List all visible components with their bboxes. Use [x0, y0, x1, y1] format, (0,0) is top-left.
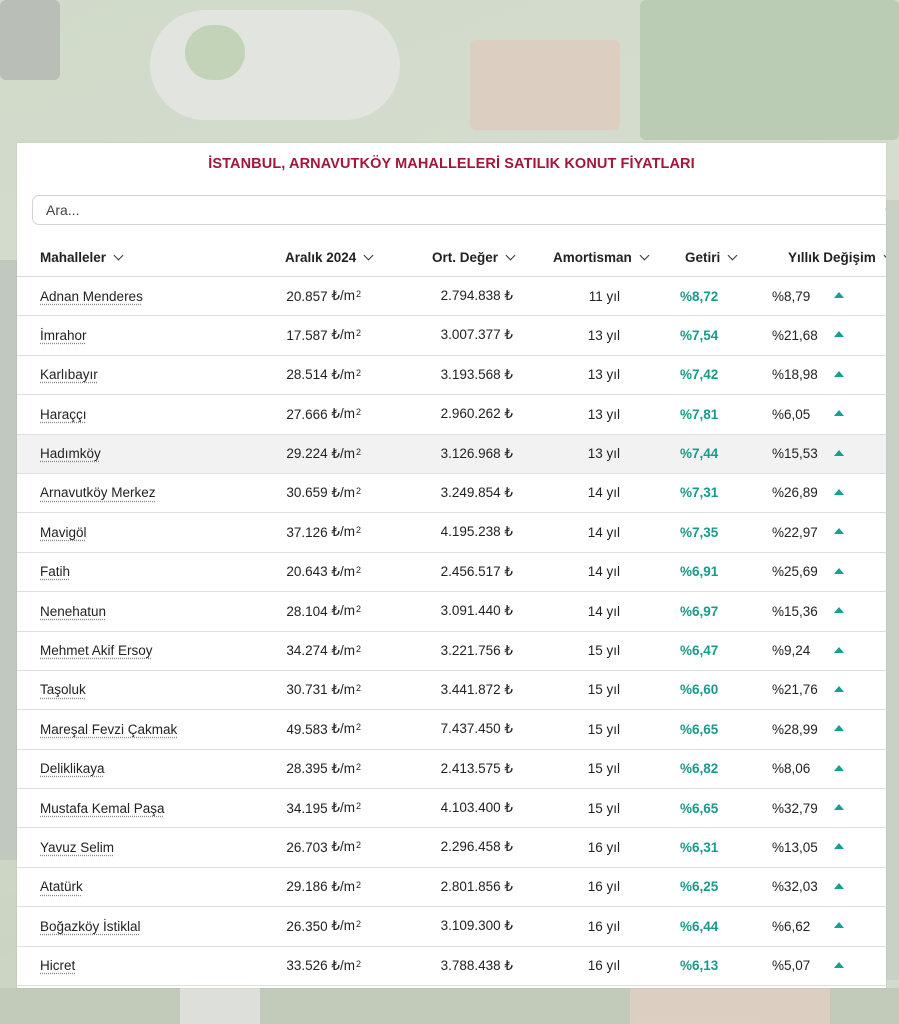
- price-unit: ₺/m: [327, 721, 355, 737]
- annual-change: %26,89: [772, 485, 818, 501]
- avg-value: 3.249.854 ₺: [440, 484, 513, 500]
- price-unit: ₺/m: [327, 366, 355, 382]
- amortization: 15 yıl: [587, 800, 620, 816]
- price-unit-exponent: 2: [355, 564, 361, 575]
- neighborhood-link[interactable]: Hicret: [40, 958, 76, 974]
- yield: %7,35: [680, 524, 719, 540]
- table-row: [17, 277, 886, 316]
- price-per-m2: [286, 789, 361, 827]
- price-per-m2: [286, 592, 361, 630]
- avg-value: 3.193.568 ₺: [440, 366, 513, 382]
- amortization: 16 yıl: [587, 879, 620, 895]
- trend-up-icon: [834, 450, 844, 456]
- table-row: [17, 632, 886, 671]
- price-per-m2: [286, 513, 361, 551]
- sort-yield-button[interactable]: [685, 239, 736, 276]
- price-unit-exponent: 2: [355, 289, 361, 299]
- chevron-down-icon: [364, 251, 374, 261]
- price-unit: ₺/m: [327, 957, 355, 973]
- price-unit: ₺/m: [327, 327, 355, 343]
- price-value: 20.857: [286, 288, 328, 304]
- price-unit-exponent: 2: [355, 446, 361, 457]
- price-unit: ₺/m: [327, 484, 355, 500]
- annual-change: %21,76: [772, 682, 818, 698]
- price-table-card: [17, 143, 886, 988]
- amortization: 11 yıl: [588, 288, 620, 304]
- neighborhood-link[interactable]: Hadımköy: [40, 446, 101, 462]
- avg-value: 3.091.440 ₺: [440, 603, 513, 619]
- yield: %6,65: [680, 721, 719, 737]
- amortization: 15 yıl: [587, 682, 620, 698]
- price-unit: ₺/m: [327, 760, 355, 776]
- table-row: [17, 750, 886, 789]
- price-unit-exponent: 2: [355, 328, 361, 339]
- table-row: [17, 671, 886, 710]
- table-row: [17, 395, 886, 434]
- amortization: 16 yıl: [587, 839, 620, 855]
- table-row: [17, 592, 886, 631]
- price-value: 33.526: [286, 958, 328, 974]
- price-value: 17.587: [286, 327, 328, 343]
- yield: %6,47: [680, 643, 719, 659]
- neighborhood-link[interactable]: Haraççı: [40, 406, 87, 422]
- annual-change: %21,68: [772, 327, 818, 343]
- column-label: Aralık 2024: [285, 250, 357, 265]
- price-per-m2: [286, 632, 361, 670]
- yield: %6,82: [680, 761, 719, 777]
- price-value: 34.195: [286, 800, 328, 816]
- yield: %7,44: [680, 446, 719, 462]
- neighborhood-link[interactable]: Nenehatun: [40, 603, 107, 619]
- yield: %6,44: [680, 918, 719, 934]
- annual-change: %32,79: [772, 800, 818, 816]
- table-row: [17, 474, 886, 513]
- price-value: 26.350: [286, 918, 328, 934]
- price-per-m2: [286, 671, 361, 709]
- avg-value: 3.221.756 ₺: [440, 642, 513, 658]
- price-value: 28.104: [286, 603, 328, 619]
- price-per-m2: [286, 750, 361, 788]
- column-label: Amortisman: [553, 250, 632, 265]
- trend-up-icon: [834, 331, 844, 337]
- price-unit: ₺/m: [327, 603, 355, 619]
- yield: %7,42: [680, 367, 719, 383]
- amortization: 15 yıl: [587, 761, 620, 777]
- amortization: 13 yıl: [587, 446, 620, 462]
- price-unit-exponent: 2: [355, 919, 361, 930]
- chevron-down-icon: [506, 251, 516, 261]
- amortization: 13 yıl: [587, 406, 620, 422]
- price-unit: ₺/m: [327, 839, 355, 855]
- price-unit: ₺/m: [327, 445, 355, 461]
- avg-value: 4.195.238 ₺: [440, 524, 513, 540]
- table-row: [17, 710, 886, 749]
- price-value: 20.643: [286, 564, 328, 580]
- price-value: 49.583: [286, 721, 328, 737]
- table-row: [17, 356, 886, 395]
- price-unit: ₺/m: [327, 524, 355, 540]
- table-header: [17, 239, 886, 277]
- yield: %6,25: [680, 879, 719, 895]
- yield: %7,31: [680, 485, 719, 501]
- annual-change: %18,98: [772, 367, 818, 383]
- amortization: 15 yıl: [587, 643, 620, 659]
- price-unit-exponent: 2: [355, 367, 361, 378]
- neighborhood-link[interactable]: Boğazköy İstiklal: [40, 918, 141, 934]
- search-box[interactable]: [32, 195, 886, 225]
- trend-up-icon: [834, 686, 844, 692]
- chevron-down-icon: [883, 251, 886, 261]
- price-unit: ₺/m: [327, 406, 355, 422]
- annual-change: %8,79: [772, 288, 811, 304]
- trend-up-icon: [834, 489, 844, 495]
- neighborhood-link[interactable]: Atatürk: [40, 879, 83, 895]
- avg-value: 4.103.400 ₺: [440, 800, 513, 816]
- price-unit-exponent: 2: [355, 643, 361, 654]
- price-unit-exponent: 2: [355, 604, 361, 615]
- neighborhood-link[interactable]: Mavigöl: [40, 524, 87, 540]
- search-input[interactable]: [46, 202, 886, 218]
- price-unit-exponent: 2: [355, 485, 361, 496]
- trend-up-icon: [834, 765, 844, 771]
- table-row: [17, 435, 886, 474]
- neighborhood-link[interactable]: Arnavutköy Merkez: [40, 485, 156, 501]
- chevron-down-icon: [728, 251, 738, 261]
- annual-change: %9,24: [772, 643, 811, 659]
- avg-value: 7.437.450 ₺: [440, 721, 513, 737]
- price-unit-exponent: 2: [355, 958, 361, 969]
- table-row: [17, 947, 886, 986]
- price-unit: ₺/m: [327, 563, 355, 579]
- table-body: [17, 277, 886, 986]
- price-per-m2: [286, 316, 361, 354]
- neighborhood-link[interactable]: Deliklikaya: [40, 761, 105, 777]
- yield: %6,97: [680, 603, 719, 619]
- price-value: 30.659: [286, 485, 328, 501]
- price-per-m2: [286, 828, 361, 866]
- trend-up-icon: [834, 607, 844, 613]
- price-unit-exponent: 2: [355, 761, 361, 772]
- annual-change: %22,97: [772, 524, 818, 540]
- annual-change: %28,99: [772, 721, 818, 737]
- annual-change: %25,69: [772, 564, 818, 580]
- table-row: [17, 828, 886, 867]
- price-value: 28.395: [286, 761, 328, 777]
- price-unit-exponent: 2: [355, 801, 361, 812]
- trend-up-icon: [834, 922, 844, 928]
- table-row: [17, 553, 886, 592]
- yield: %6,31: [680, 839, 719, 855]
- annual-change: %6,05: [772, 406, 811, 422]
- annual-change: %15,53: [772, 446, 818, 462]
- price-per-m2: [286, 356, 361, 394]
- chevron-down-icon: [114, 251, 124, 261]
- trend-up-icon: [834, 843, 844, 849]
- yield: %7,54: [680, 327, 719, 343]
- yield: %6,65: [680, 800, 719, 816]
- neighborhood-link[interactable]: Taşoluk: [40, 682, 86, 698]
- neighborhood-link[interactable]: Adnan Menderes: [40, 288, 143, 304]
- table-row: [17, 789, 886, 828]
- price-per-m2: [286, 474, 361, 512]
- table-row: [17, 513, 886, 552]
- price-unit-exponent: 2: [355, 525, 361, 536]
- avg-value: 2.456.517 ₺: [440, 563, 513, 579]
- trend-up-icon: [834, 647, 844, 653]
- amortization: 14 yıl: [587, 524, 620, 540]
- trend-up-icon: [834, 568, 844, 574]
- price-value: 34.274: [286, 643, 328, 659]
- yield: %6,13: [680, 958, 719, 974]
- column-label: Ort. Değer: [432, 250, 499, 265]
- avg-value: 2.960.262 ₺: [440, 406, 513, 422]
- amortization: 16 yıl: [587, 958, 620, 974]
- price-value: 27.666: [286, 406, 328, 422]
- price-unit: ₺/m: [327, 288, 355, 303]
- avg-value: 2.794.838 ₺: [440, 288, 513, 303]
- sort-annual-change-button[interactable]: [788, 239, 886, 276]
- avg-value: 3.109.300 ₺: [440, 918, 513, 934]
- sort-neighborhood-button[interactable]: [40, 239, 122, 276]
- annual-change: %8,06: [772, 761, 811, 777]
- neighborhood-link[interactable]: Mustafa Kemal Paşa: [40, 800, 165, 816]
- price-value: 28.514: [286, 367, 328, 383]
- avg-value: 3.126.968 ₺: [440, 445, 513, 461]
- price-unit: ₺/m: [327, 642, 355, 658]
- price-per-m2: [286, 868, 361, 906]
- amortization: 15 yıl: [587, 721, 620, 737]
- price-per-m2: [286, 553, 361, 591]
- avg-value: 3.788.438 ₺: [440, 957, 513, 973]
- price-value: 29.224: [286, 446, 328, 462]
- amortization: 14 yıl: [587, 564, 620, 580]
- neighborhood-link[interactable]: İmrahor: [40, 327, 87, 343]
- annual-change: %13,05: [772, 839, 818, 855]
- price-value: 37.126: [286, 524, 328, 540]
- price-unit-exponent: 2: [355, 722, 361, 733]
- avg-value: 2.413.575 ₺: [440, 760, 513, 776]
- price-per-m2: [286, 710, 361, 748]
- search-icon[interactable]: [885, 202, 886, 220]
- table-row: [17, 868, 886, 907]
- yield: %6,60: [680, 682, 719, 698]
- yield: %8,72: [680, 288, 719, 304]
- table-row: [17, 907, 886, 946]
- trend-up-icon: [834, 804, 844, 810]
- price-value: 26.703: [286, 839, 328, 855]
- price-unit-exponent: 2: [355, 407, 361, 418]
- trend-up-icon: [834, 725, 844, 731]
- trend-up-icon: [834, 528, 844, 534]
- yield: %6,91: [680, 564, 719, 580]
- column-label: Mahalleler: [40, 250, 107, 265]
- price-unit-exponent: 2: [355, 879, 361, 890]
- price-unit-exponent: 2: [355, 840, 361, 851]
- avg-value: 2.801.856 ₺: [440, 878, 513, 894]
- price-per-m2: [286, 947, 361, 985]
- avg-value: 3.007.377 ₺: [440, 327, 513, 343]
- neighborhood-link[interactable]: Fatih: [40, 564, 71, 580]
- yield: %7,81: [680, 406, 719, 422]
- annual-change: %15,36: [772, 603, 818, 619]
- price-unit: ₺/m: [327, 681, 355, 697]
- amortization: 13 yıl: [587, 367, 620, 383]
- amortization: 14 yıl: [587, 603, 620, 619]
- trend-up-icon: [834, 371, 844, 377]
- price-value: 29.186: [286, 879, 328, 895]
- column-label: Getiri: [685, 250, 721, 265]
- price-per-m2: [286, 435, 361, 473]
- price-per-m2: [286, 395, 361, 433]
- annual-change: %6,62: [772, 918, 811, 934]
- neighborhood-link[interactable]: Mareşal Fevzi Çakmak: [40, 721, 178, 737]
- neighborhood-link[interactable]: Karlıbayır: [40, 367, 98, 383]
- annual-change: %5,07: [772, 958, 811, 974]
- price-unit: ₺/m: [327, 878, 355, 894]
- avg-value: 2.296.458 ₺: [440, 839, 513, 855]
- price-per-m2: [286, 907, 361, 945]
- trend-up-icon: [834, 962, 844, 968]
- price-unit-exponent: 2: [355, 682, 361, 693]
- trend-up-icon: [834, 410, 844, 416]
- amortization: 14 yıl: [587, 485, 620, 501]
- neighborhood-link[interactable]: Yavuz Selim: [40, 839, 115, 855]
- trend-up-icon: [834, 883, 844, 889]
- sort-avg-value-button[interactable]: [432, 239, 514, 276]
- chevron-down-icon: [639, 251, 649, 261]
- amortization: 13 yıl: [587, 327, 620, 343]
- price-unit: ₺/m: [327, 918, 355, 934]
- price-per-m2: [286, 277, 361, 315]
- annual-change: %32,03: [772, 879, 818, 895]
- neighborhood-link[interactable]: Mehmet Akif Ersoy: [40, 643, 153, 659]
- price-value: 30.731: [286, 682, 328, 698]
- page-title: İSTANBUL, ARNAVUTKÖY MAHALLELERİ SATILIK KONUT FİYATLARI: [208, 156, 695, 172]
- price-unit: ₺/m: [327, 800, 355, 816]
- amortization: 16 yıl: [587, 918, 620, 934]
- sort-amortization-button[interactable]: [553, 239, 648, 276]
- trend-up-icon: [834, 292, 844, 298]
- sort-price-button[interactable]: [285, 239, 372, 276]
- column-label: Yıllık Değişim: [788, 250, 876, 265]
- table-row: [17, 316, 886, 355]
- avg-value: 3.441.872 ₺: [440, 681, 513, 697]
